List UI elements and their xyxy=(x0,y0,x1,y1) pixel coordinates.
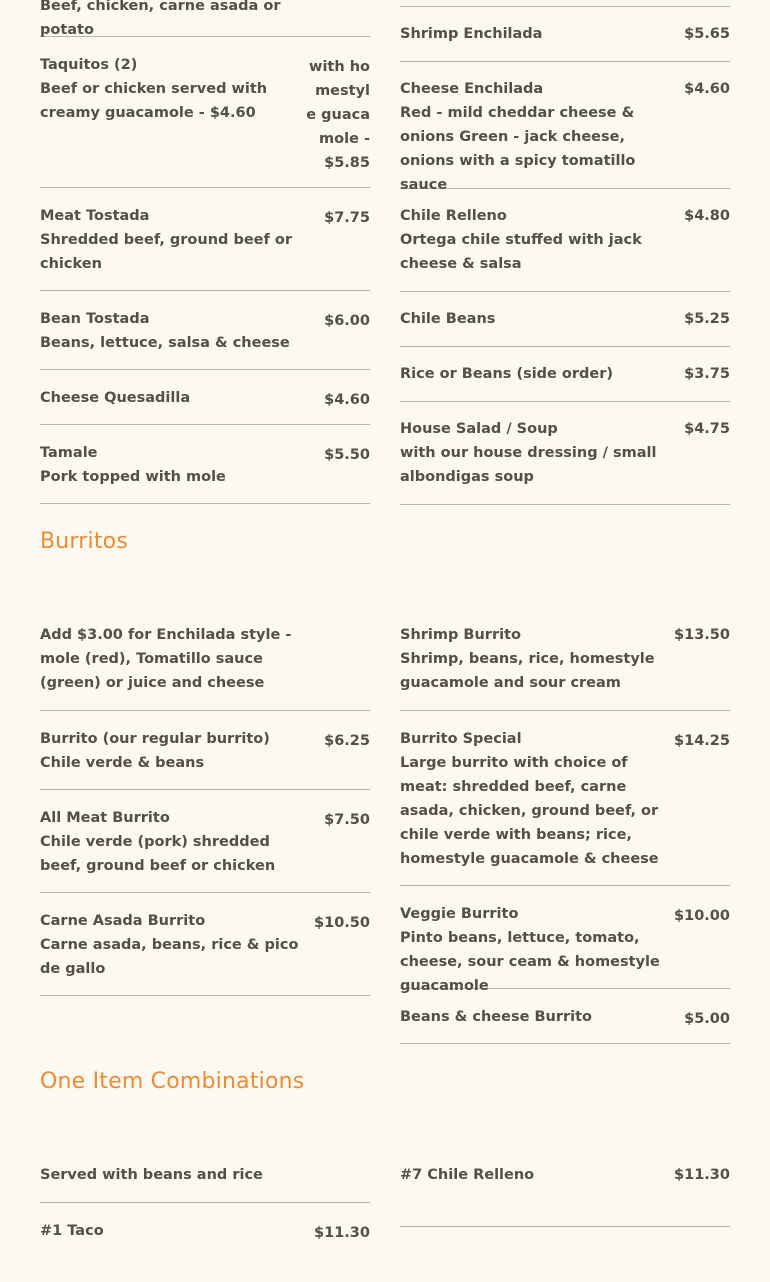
list-item xyxy=(40,37,370,188)
item-price: $5.25 xyxy=(684,311,730,327)
item-name: Burrito Special xyxy=(400,731,522,747)
item-description: Shrimp, beans, rice, homestyle guacamole and sour cream xyxy=(400,651,655,691)
list-item xyxy=(40,1203,370,1282)
item-price: $5.50 xyxy=(324,447,370,463)
item-name: Carne Asada Burrito xyxy=(40,913,206,929)
item-name: All Meat Burrito xyxy=(40,810,170,826)
item-price: $10.00 xyxy=(674,908,730,924)
list-item xyxy=(400,989,730,1044)
list-item xyxy=(40,893,370,996)
item-price: $7.75 xyxy=(324,210,370,226)
item-name: Chile Beans xyxy=(400,311,496,327)
item-description: Beans, lettuce, salsa & cheese xyxy=(40,335,290,351)
burritos-left-column xyxy=(40,619,370,996)
list-item xyxy=(40,0,370,37)
item-name: Add $3.00 for Enchilada style - mole (red), Tomatillo sauce (green) or juice and cheese xyxy=(40,627,292,691)
item-description: Large burrito with choice of meat: shredded beef, carne asada, chicken, ground beef, or chile verde with beans; rice, homestyle guacamole & cheese xyxy=(400,755,659,867)
item-name: Shrimp Burrito xyxy=(400,627,521,643)
item-name: Shrimp Enchilada xyxy=(400,26,543,42)
item-description: Shredded beef, ground beef or chicken xyxy=(40,232,292,272)
item-name: Burrito (our regular burrito) xyxy=(40,731,270,747)
item-description: Pork topped with mole xyxy=(40,469,226,485)
item-description: Ortega chile stuffed with jack cheese & salsa xyxy=(400,232,642,272)
list-item xyxy=(40,425,370,504)
list-item xyxy=(400,711,730,886)
list-item xyxy=(40,790,370,893)
list-item xyxy=(40,188,370,291)
item-price: $13.50 xyxy=(674,627,730,643)
item-price: $5.65 xyxy=(684,26,730,42)
burritos-heading: Burritos xyxy=(40,529,128,554)
list-item xyxy=(40,291,370,370)
combinations-left-column xyxy=(40,1159,370,1282)
list-item xyxy=(400,619,730,711)
item-description: with our house dressing / small albondigas soup xyxy=(400,445,657,485)
item-name: Cheese Enchilada xyxy=(400,81,544,97)
combinations-heading: One Item Combinations xyxy=(40,1069,305,1094)
appetizers-left-column xyxy=(40,0,370,504)
item-name: Veggie Burrito xyxy=(400,906,519,922)
list-item xyxy=(400,886,730,994)
list-item xyxy=(40,619,370,711)
item-name: Served with beans and rice xyxy=(40,1167,263,1183)
item-price: $4.75 xyxy=(684,421,730,437)
list-item xyxy=(400,402,730,505)
item-description: Chile verde & beans xyxy=(40,755,205,771)
item-price: $4.60 xyxy=(324,392,370,408)
combinations-right-column xyxy=(400,1159,730,1227)
item-price: $6.00 xyxy=(324,313,370,329)
list-item xyxy=(40,1159,370,1203)
item-name: Meat Tostada xyxy=(40,208,150,224)
burritos-right-column xyxy=(400,619,730,1044)
item-name: Bean Tostada xyxy=(40,311,150,327)
item-price: $11.30 xyxy=(314,1225,370,1241)
item-price: $4.60 xyxy=(684,81,730,97)
item-price: $4.80 xyxy=(684,208,730,224)
list-item xyxy=(400,347,730,402)
item-price: with homestyle guacamole - $5.85 xyxy=(306,59,370,171)
item-name: #1 Taco xyxy=(40,1223,104,1239)
item-description: Beef, chicken, carne asada or potato xyxy=(40,0,281,38)
item-price: $10.50 xyxy=(314,915,370,931)
item-name: Rice or Beans (side order) xyxy=(400,366,614,382)
item-name: Taquitos (2) xyxy=(40,57,138,73)
item-price: $14.25 xyxy=(674,733,730,749)
item-description: Beef or chicken served with creamy guacamole - $4.60 xyxy=(40,81,268,121)
item-price: $7.50 xyxy=(324,812,370,828)
list-item xyxy=(400,292,730,347)
appetizers-right-column xyxy=(400,6,730,505)
item-description: Carne asada, beans, rice & pico de gallo xyxy=(40,937,299,977)
list-item xyxy=(400,62,730,193)
list-item xyxy=(400,7,730,62)
list-item xyxy=(400,189,730,292)
list-item xyxy=(40,370,370,425)
item-description: Pinto beans, lettuce, tomato, cheese, sour ceam & homestyle guacamole xyxy=(400,930,660,994)
list-item xyxy=(400,1159,730,1227)
item-name: Tamale xyxy=(40,445,98,461)
item-price: $11.30 xyxy=(674,1167,730,1183)
item-price: $3.75 xyxy=(684,366,730,382)
item-description: Chile verde (pork) shredded beef, ground beef or chicken xyxy=(40,834,276,874)
item-price: $6.25 xyxy=(324,733,370,749)
item-name: #7 Chile Relleno xyxy=(400,1167,535,1183)
item-description: Red - mild cheddar cheese & onions Green - jack cheese, onions with a spicy tomatillo sauce xyxy=(400,105,636,193)
item-name: Chile Relleno xyxy=(400,208,507,224)
item-name: Cheese Quesadilla xyxy=(40,390,191,406)
item-name: House Salad / Soup xyxy=(400,421,558,437)
item-name: Beans & cheese Burrito xyxy=(400,1009,593,1025)
item-price: $5.00 xyxy=(684,1011,730,1027)
list-item xyxy=(40,711,370,790)
